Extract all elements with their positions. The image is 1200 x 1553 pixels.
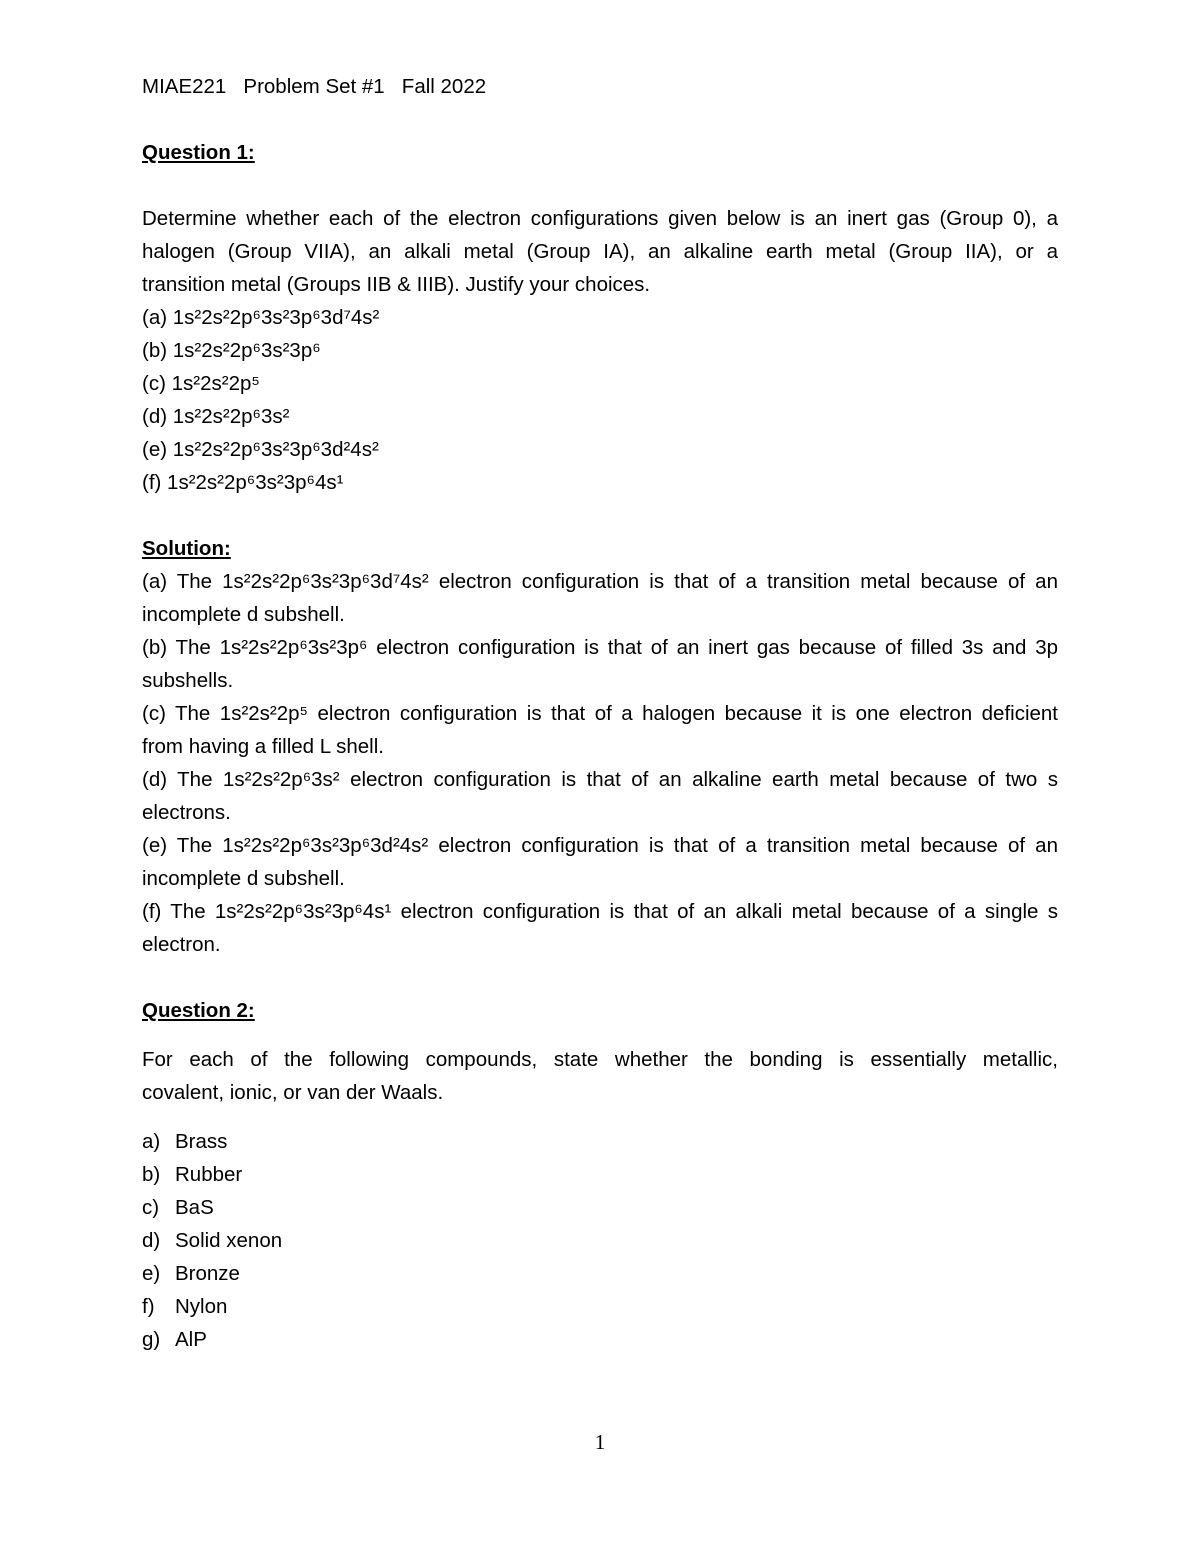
solution-item-line: incomplete d subshell.: [142, 867, 345, 890]
list-item: [142, 1257, 1058, 1290]
list-item-label: f): [142, 1295, 155, 1318]
prompt-line: For each of the following compounds, state whether the bonding is essentially metallic,: [142, 1048, 1058, 1071]
config-item: [142, 433, 1058, 466]
list-item-text: AlP: [175, 1328, 207, 1351]
config-value: 1s²2s²2p⁶3s²: [172, 405, 290, 428]
solution-item-line: (e) The 1s²2s²2p⁶3s²3p⁶3d²4s² electron configuration is that of a transition metal because of an: [142, 834, 1058, 857]
document-page: [142, 70, 1058, 1356]
config-label: (e): [142, 438, 173, 461]
list-item-label: e): [142, 1262, 161, 1285]
config-value: 1s²2s²2p⁶3s²3p⁶3d⁷4s²: [172, 306, 380, 329]
document-header: MIAE221 Problem Set #1 Fall 2022: [142, 75, 487, 98]
config-label: (f): [142, 471, 168, 494]
list-item-text: Solid xenon: [175, 1229, 283, 1252]
list-item-text: BaS: [175, 1196, 214, 1219]
solution-item-line: incomplete d subshell.: [142, 603, 345, 626]
config-value: 1s²2s²2p⁶3s²3p⁶3d²4s²: [172, 438, 379, 461]
question-1-prompt: [142, 202, 1058, 301]
config-label: (a): [142, 306, 173, 329]
list-item-label: b): [142, 1163, 161, 1186]
config-value: 1s²2s²2p⁶3s²3p⁶4s¹: [167, 471, 344, 494]
list-item-text: Nylon: [175, 1295, 228, 1318]
list-item-label: d): [142, 1229, 161, 1252]
page-number: 1: [594, 1430, 606, 1454]
list-item: [142, 1158, 1058, 1191]
list-item: [142, 1323, 1058, 1356]
solution-heading: Solution:: [142, 537, 231, 560]
list-item-label: c): [142, 1196, 160, 1219]
list-item-label: g): [142, 1328, 161, 1351]
list-item: [142, 1224, 1058, 1257]
compound-list: [142, 1125, 1058, 1356]
question-2-prompt: [142, 1043, 1058, 1109]
prompt-line: covalent, ionic, or van der Waals.: [142, 1081, 444, 1104]
config-value: 1s²2s²2p⁵: [171, 372, 260, 395]
prompt-line: transition metal (Groups IIB & IIIB). Justify your choices.: [142, 273, 651, 296]
list-item: [142, 1191, 1058, 1224]
solution-item-line: (d) The 1s²2s²2p⁶3s² electron configuration is that of an alkaline earth metal because of two s: [142, 768, 1058, 791]
solution-list: [142, 565, 1058, 961]
config-list: [142, 301, 1058, 499]
question-2-heading: Question 2:: [142, 999, 255, 1022]
list-item-text: Brass: [175, 1130, 228, 1153]
config-item: [142, 400, 1058, 433]
list-item: [142, 1125, 1058, 1158]
solution-item-line: (c) The 1s²2s²2p⁵ electron configuration is that of a halogen because it is one electron deficient: [142, 702, 1058, 725]
config-item: [142, 466, 1058, 499]
list-item-text: Bronze: [175, 1262, 240, 1285]
solution-item-line: (a) The 1s²2s²2p⁶3s²3p⁶3d⁷4s² electron configuration is that of a transition metal because of an: [142, 570, 1058, 593]
config-label: (c): [142, 372, 172, 395]
solution-item-line: electrons.: [142, 801, 231, 824]
question-1-heading: Question 1:: [142, 141, 255, 164]
config-item: [142, 367, 1058, 400]
config-item: [142, 301, 1058, 334]
list-item: [142, 1290, 1058, 1323]
config-label: (b): [142, 339, 173, 362]
solution-item-line: from having a filled L shell.: [142, 735, 384, 758]
config-value: 1s²2s²2p⁶3s²3p⁶: [172, 339, 321, 362]
solution-item-line: (b) The 1s²2s²2p⁶3s²3p⁶ electron configuration is that of an inert gas because of filled 3s and 3p: [142, 636, 1058, 659]
config-label: (d): [142, 405, 173, 428]
solution-item-line: electron.: [142, 933, 221, 956]
prompt-line: Determine whether each of the electron configurations given below is an inert gas (Group 0), a: [142, 207, 1058, 230]
prompt-line: halogen (Group VIIA), an alkali metal (Group IA), an alkaline earth metal (Group IIA), or a: [142, 240, 1058, 263]
solution-item-line: (f) The 1s²2s²2p⁶3s²3p⁶4s¹ electron configuration is that of an alkali metal because of a single s: [142, 900, 1058, 923]
list-item-label: a): [142, 1130, 161, 1153]
list-item-text: Rubber: [175, 1163, 243, 1186]
solution-item-line: subshells.: [142, 669, 234, 692]
config-item: [142, 334, 1058, 367]
